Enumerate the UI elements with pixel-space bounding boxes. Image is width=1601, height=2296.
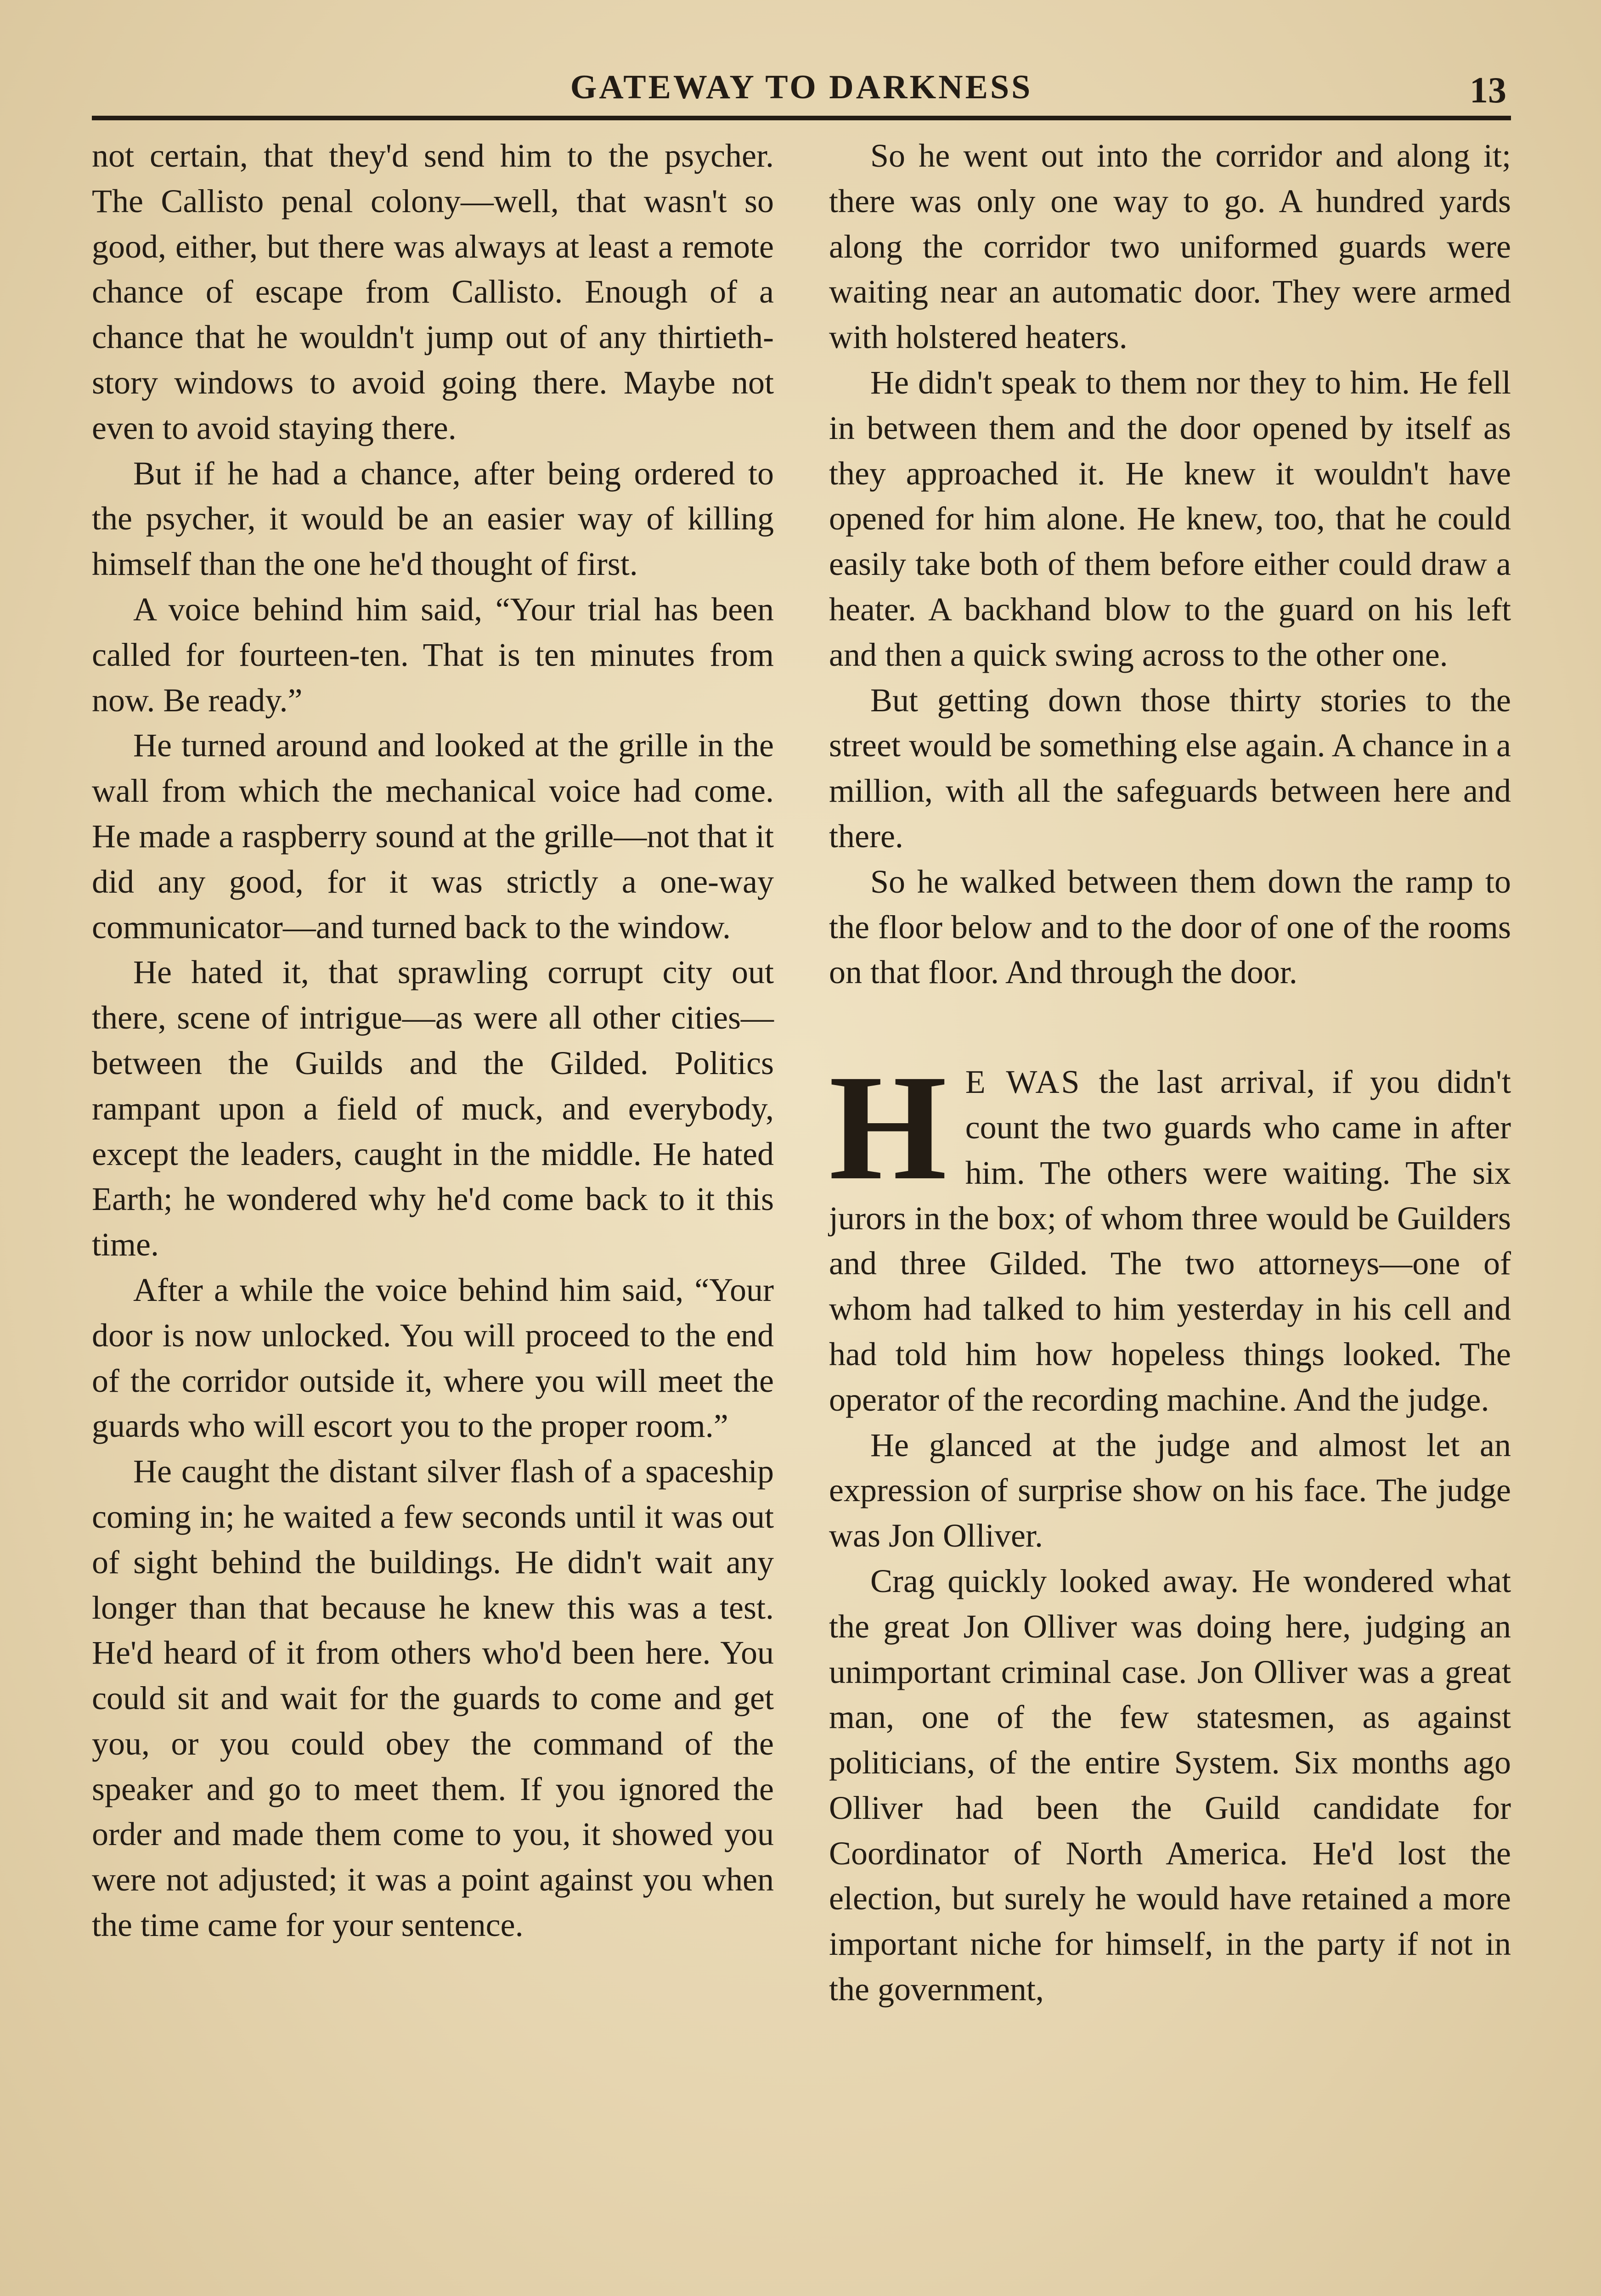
header-rule [92,116,1511,120]
paragraph: But if he had a chance, after being ordered to the psycher, it would be an easier way of killing himself than the one he'd thought of first. [92,455,774,583]
paragraph: He hated it, that sprawling corrupt city out there, scene of intrigue—as were all other cities—between the Guilds and the Gilded. Politics rampant upon a field of muck, and everybody, except the leaders, caught in the middle. He hated Earth; he wondered why he'd come back to it this time. [92,954,774,1263]
running-title: GATEWAY TO DARKNESS [570,68,1033,106]
text-columns [92,133,1511,2291]
paragraph: He turned around and looked at the grille in the wall from which the mechanical voice had come. He made a raspberry sound at the grille—not that it did any good, for it was strictly a one-way communicator—and turned back to the window. [92,727,774,945]
page-header [92,60,1511,119]
left-column [92,133,774,1948]
paragraph: He glanced at the judge and almost let an expression of surprise show on his face. The judge was Jon Olliver. [829,1426,1511,1554]
opening-text: the last arrival, if you didn't count the two guards who came in after him. The others were waiting. The six jurors in the box; of whom three would be Guilders and three Gilded. The two attorneys—one of whom had talked to him yesterday in his cell and had told him how hopeless things looked. The operator of the recording machine. And the judge. [829,1064,1511,1418]
drop-cap: H [829,1044,947,1212]
paragraph: He didn't speak to them nor they to him. He fell in between them and the door opened by itself as they approached it. He knew it wouldn't have opened for him alone. He knew, too, that he could easily take both of them before either could draw a heater. A backhand blow to the guard on his left and then a quick swing across to the other one. [829,364,1511,673]
paragraph: But getting down those thirty stories to the street would be something else again. A chance in a million, with all the safeguards between here and there. [829,681,1511,855]
paragraph: After a while the voice behind him said, “Your door is now unlocked. You will proceed to the end of the corridor outside it, where you will meet the guards who will escort you to the proper room.” [92,1271,774,1445]
opening-words: E WAS [965,1064,1082,1101]
page-number: 13 [1470,70,1506,111]
paragraph: not certain, that they'd send him to the psycher. The Callisto penal colony—well, that wasn't so good, either, but there was always at least a remote chance of escape from Callisto. Enough of a chance that he wouldn't jump out of any thirtieth-story windows to avoid going there. Maybe not even to avoid staying there. [92,137,774,446]
right-column [829,133,1511,2012]
paragraph: He caught the distant silver flash of a spaceship coming in; he waited a few seconds until it was out of sight behind the buildings. He didn't wait any longer than that because he knew this was a test. He'd heard of it from others who'd been here. You could sit and wait for the guards to come and get you, or you could obey the command of the speaker and go to meet them. If you ignored the order and made them come to you, it showed you were not adjusted; it was a point against you when the time came for your sentence. [92,1453,774,1944]
paragraph: A voice behind him said, “Your trial has been called for fourteen-ten. That is ten minutes from now. Be ready.” [92,591,774,719]
paragraph: So he went out into the corridor and along it; there was only one way to go. A hundred yards along the corridor two uniformed guards were waiting near an automatic door. They were armed with holstered heaters. [829,137,1511,356]
section-opening-paragraph [829,1044,1511,1422]
paragraph: So he walked between them down the ramp to the floor below and to the door of one of the rooms on that floor. And through the door. [829,863,1511,991]
paragraph: Crag quickly looked away. He wondered what the great Jon Olliver was doing here, judging an unimportant criminal case. Jon Olliver was a great man, one of the few statesmen, as against politicians, of the entire System. Six months ago Olliver had been the Guild candidate for Coordinator of North America. He'd lost the election, but surely he would have retained a more important niche for himself, in the party if not in the government, [829,1562,1511,2008]
